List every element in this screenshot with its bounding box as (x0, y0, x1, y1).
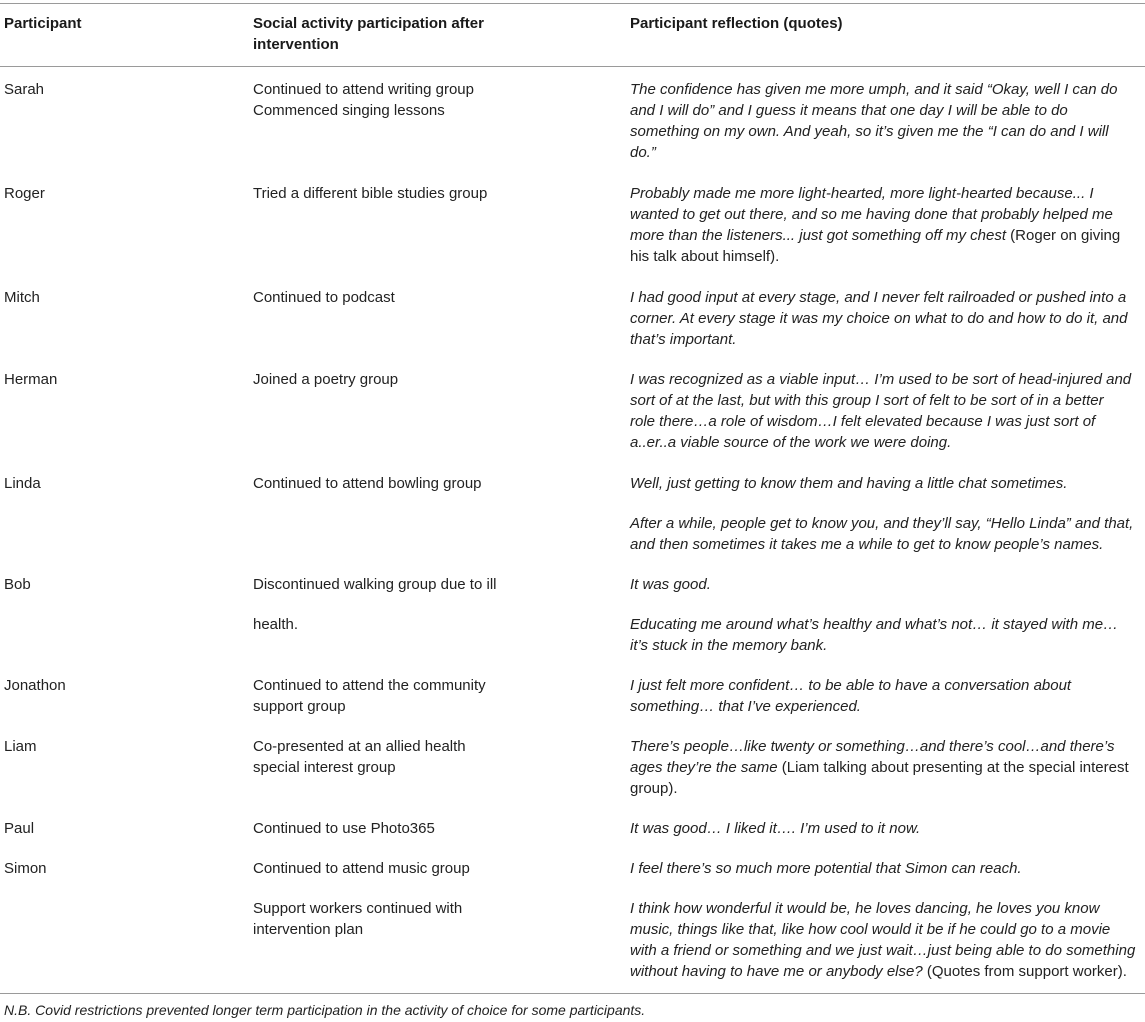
activity-line: Joined a poetry group (253, 371, 399, 388)
quote-context: (Liam talking about presenting at the special interest (777, 759, 1129, 776)
activity-line: Continued to attend music group (253, 860, 470, 877)
quote-context-line: his talk about himself). (630, 248, 780, 265)
activity-line: Continued to attend writing group (253, 81, 474, 98)
quote-context: (Quotes from support worker). (922, 963, 1127, 980)
activity-line: Co-presented at an allied health (253, 738, 466, 755)
participant-name: Linda (4, 475, 41, 492)
quote-line (630, 757, 1129, 778)
participant-name: Liam (4, 738, 37, 755)
header-participant: Participant (4, 15, 82, 32)
quote-line: sort of at the last, but with this group I sort of felt to be sort of in a better (630, 392, 1104, 409)
table-footnote: N.B. Covid restrictions prevented longer term participation in the activity of choice for some participants. (4, 1002, 646, 1018)
quote-line: Well, just getting to know them and having a little chat sometimes. (630, 475, 1068, 492)
quote-context-line: group). (630, 780, 678, 797)
quote-line: The confidence has given me more umph, and it said “Okay, well I can do (630, 81, 1118, 98)
quote-line: I had good input at every stage, and I never felt railroaded or pushed into a (630, 289, 1127, 306)
quote-line: I just felt more confident… to be able to have a conversation about (630, 677, 1072, 694)
activity-line: Tried a different bible studies group (253, 185, 488, 202)
quote-italic: without having to have me or anybody else? (630, 963, 923, 980)
header-activity-line2: intervention (253, 36, 339, 53)
quote-line: Educating me around what’s healthy and what’s not… it stayed with me… (630, 616, 1119, 633)
activity-line: Continued to attend the community (253, 677, 486, 694)
header-reflection: Participant reflection (quotes) (630, 15, 843, 32)
quote-line: wanted to get out there, and so me having done that probably helped me (630, 206, 1113, 223)
quote-line: I think how wonderful it would be, he loves dancing, he loves you know (630, 900, 1100, 917)
quote-line: After a while, people get to know you, and they’ll say, “Hello Linda” and that, (630, 515, 1134, 532)
quote-italic: more than the listeners... just got something off my chest (630, 227, 1007, 244)
activity-line: support group (253, 698, 346, 715)
quote-line: I feel there’s so much more potential that Simon can reach. (630, 860, 1022, 877)
participant-name: Bob (4, 576, 31, 593)
participant-name: Roger (4, 185, 45, 202)
quote-line: it’s stuck in the memory bank. (630, 637, 828, 654)
quote-line (630, 225, 1120, 246)
participant-name: Paul (4, 820, 35, 837)
quote-line: It was good… I liked it…. I’m used to it now. (630, 820, 921, 837)
activity-line: Continued to podcast (253, 289, 395, 306)
quote-line: Probably made me more light-hearted, more light-hearted because... I (630, 185, 1094, 202)
quote-line: and then sometimes it takes me a while to get to know people’s names. (630, 536, 1104, 553)
quote-italic: ages they’re the same (630, 759, 778, 776)
quote-line: a..er..a viable source of the work we were doing. (630, 434, 952, 451)
activity-line: Commenced singing lessons (253, 102, 445, 119)
quote-line: I was recognized as a viable input… I’m used to be sort of head-injured and (630, 371, 1132, 388)
quote-line: It was good. (630, 576, 711, 593)
quote-line: and I will do” and I guess it means that one day I will be able to do (630, 102, 1068, 119)
header-rule (0, 66, 1145, 67)
participant-name: Jonathon (4, 677, 66, 694)
activity-line: health. (253, 616, 299, 633)
activity-line: special interest group (253, 759, 396, 776)
quote-line: role there…a role of wisdom…I felt elevated because I was just sort of (630, 413, 1096, 430)
quote-line: something on my own. And yeah, so it’s given me the “I can do and I will (630, 123, 1109, 140)
participant-name: Sarah (4, 81, 45, 98)
participant-name: Herman (4, 371, 58, 388)
quote-context: (Roger on giving (1006, 227, 1121, 244)
quote-line: that’s important. (630, 331, 737, 348)
quote-line: do.” (630, 144, 656, 161)
quote-line: corner. At every stage it was my choice on what to do and how to do it, and (630, 310, 1128, 327)
quote-line: with a friend or something and we just wait…just being able to do something (630, 942, 1136, 959)
table-bottom-rule (0, 993, 1145, 994)
quote-line: something… that I’ve experienced. (630, 698, 861, 715)
quote-line: There’s people…like twenty or something…and there’s cool…and there’s (630, 738, 1115, 755)
activity-line: Continued to use Photo365 (253, 820, 435, 837)
table-top-rule (0, 3, 1145, 4)
header-activity-line1: Social activity participation after (253, 15, 484, 32)
activity-line: intervention plan (253, 921, 364, 938)
participant-name: Mitch (4, 289, 40, 306)
quote-line (630, 961, 1127, 982)
activity-line: Discontinued walking group due to ill (253, 576, 497, 593)
participant-name: Simon (4, 860, 47, 877)
activity-line: Continued to attend bowling group (253, 475, 482, 492)
quote-line: music, things like that, like how cool would it be if he could go to a movie (630, 921, 1111, 938)
activity-line: Support workers continued with (253, 900, 463, 917)
